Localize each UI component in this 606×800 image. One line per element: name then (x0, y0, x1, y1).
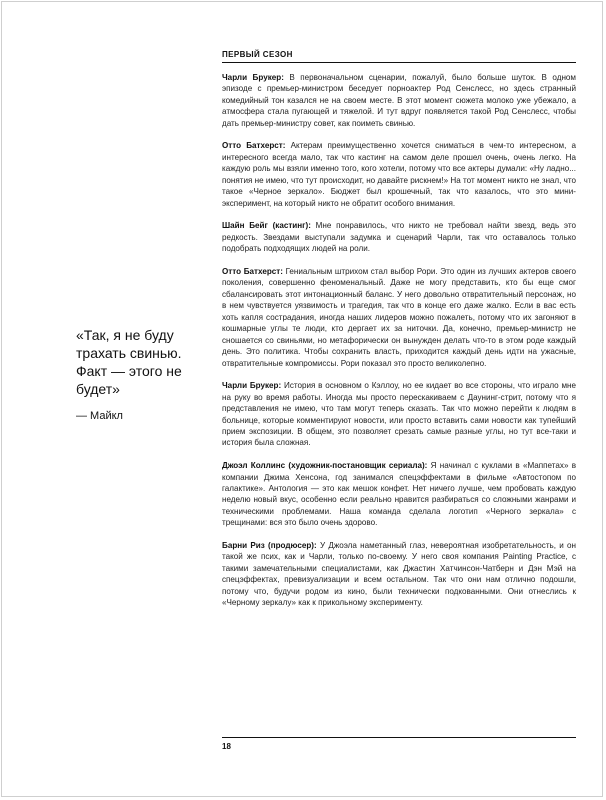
page-number: 18 (222, 742, 231, 751)
speaker-name: Чарли Брукер: (222, 73, 284, 82)
speaker-name: Чарли Брукер: (222, 381, 282, 391)
speaker-name: Отто Батхерст: (222, 141, 286, 151)
paragraph-text: Актерам преимущественно хочется сниматься в чем-то интересном, а интересного всегда мало, так что кастинг на самом деле прошел очень, очень легко. На каждую роль мы взяли именно того, кого хотели, потому что все актеры думали: «Ну ладно... понятия не имею, что тут происходит, но давайте рискнем!» На тот момент никто не знал, что такое «Черное зеркало». Бюджет был крошечный, так что казалось, что это мини-эксперимент, на который никто не обратит особого внимания. (222, 141, 576, 208)
section-label: ПЕРВЫЙ СЕЗОН (222, 50, 293, 59)
pull-quote-attribution: — Майкл (76, 410, 123, 422)
speaker-name: Джоэл Коллинс (художник-постановщик сериала): (222, 461, 428, 471)
paragraph-text: У Джоэла наметанный глаз, невероятная изобретательность, и он такой же псих, как и Чарли, только по-своему. У него своя компания Painting Practice, с такими замечательными специалистами, как Джастин Хатчинсон-Чатберн и Дэн Мэй на спецэффектах, превизуализации и всем остальном. Так что они нам отлично подошли, потому что, будучи родом из кино, были технически подкованными. Они отнеслись к «Черному зеркалу» как к прикольному эксперименту. (222, 540, 576, 608)
header-rule (222, 62, 576, 63)
paragraph-text: Мне понравилось, что никто не требовал найти звезд, ведь это редкость. Звездами выступали задумка и сценарий Чарли, так что оставалось только подобрать подходящих людей на роли. (222, 221, 576, 254)
paragraph-text: История в основном о Кэллоу, но ее кидает во все стороны, что играло мне на руку во время работы. Иногда мы просто перескакиваем с Даунинг-стрит, потому что я представления не имею, что там могут теперь сказать. Так что можно перейти к людям в больнице, которые комментируют новости, или просто вставить сами новости как тупейший прием экспозиции. В общем, это позволяет срезать самые разные углы, но тут все-таки и история была сложная. (222, 381, 576, 448)
page-footer (222, 737, 576, 751)
paragraph (222, 266, 576, 369)
paragraph (222, 380, 576, 449)
paragraph (222, 460, 576, 529)
paragraph (222, 220, 576, 254)
paragraph-text: Гениальным штрихом стал выбор Рори. Это один из лучших актеров своего поколения, совершенно феноменальный. Даже не могу представить, кто бы еще смог сбалансировать этот интонационный баланс. У него довольно отвратительный персонаж, но в нем чувствуется уязвимость и трагедия, так что в конце его даже жалко. Если в вас есть хоть капля сострадания, иногда наших лидеров можно пожалеть, потому что их загоняют в кошмарные углы те люди, кто дергает их за ниточки. Да, конечно, премьер-министр не сношается со свиньями, но метафорически он вынужден делать что-то в этом роде каждый день. Это политика. Чтобы сохранить власть, приходится каждый день идти на ужасные, отвратительные компромиссы. Рори показал это просто великолепно. (222, 266, 576, 368)
speaker-name: Шайн Бейг (кастинг): (222, 221, 311, 231)
page-header (222, 50, 576, 63)
speaker-name: Барни Риз (продюсер): (222, 540, 317, 550)
paragraph-text: В первоначальном сценарии, пожалуй, было больше шуток. В одном эпизоде с премьер-министром беседует порноактер Род Сенслесс, но здесь странный комедийный тон казался не на своем месте. В этот момент сюжета молоко уже убежало, а атмосфера стала пугающей и тяжелой. И тут вдруг появляется такой Род Сенслесс, чтобы дать премьер-министру совет, как поиметь свинью. (222, 73, 576, 128)
paragraph (222, 72, 576, 129)
pull-quote: «Так, я не буду трахать свинью. Факт — этого не будет» (76, 327, 182, 397)
paragraph (222, 540, 576, 609)
speaker-name: Отто Батхерст: (222, 266, 283, 276)
article-body (222, 72, 576, 620)
paragraph (222, 140, 576, 209)
paragraph-text: Я начинал с куклами в «Маппетах» в компании Джима Хенсона, год занимался спецэффектами в фильме «Автостопом по галактике». Антология — это как мешок конфет. Нет ничего лучше, чем пробовать каждую неделю новый вкус, особенно если реально нравится разбираться со сложными жанрами и техническими проблемами. Наша команда сделала логотип «Черного зеркала» с трещинами: вся это было очень здорово. (222, 461, 577, 528)
